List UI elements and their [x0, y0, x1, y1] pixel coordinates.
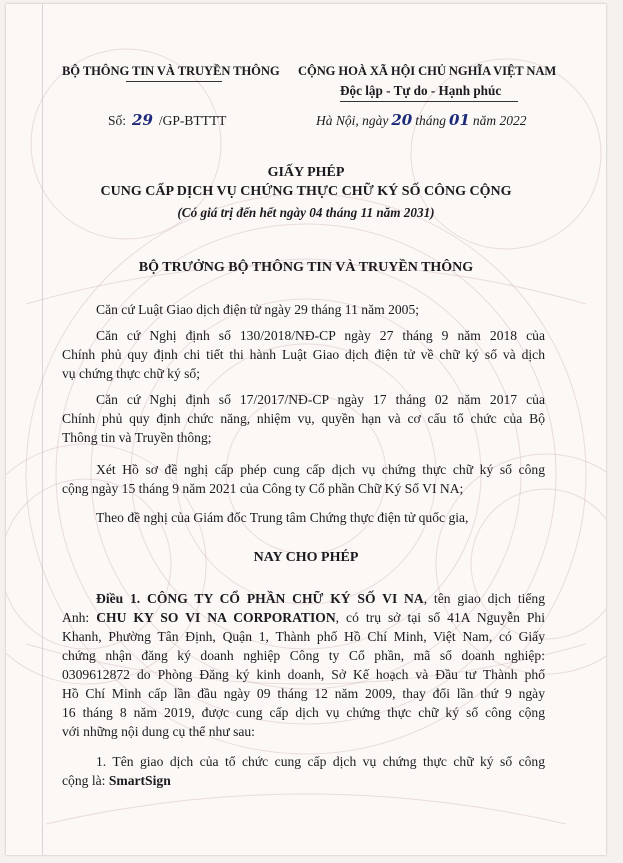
english-trade-name: CHU KY SO VI NA CORPORATION [96, 610, 336, 625]
basis-paragraph-4-line: cộng ngày 15 tháng 9 năm 2021 của Công ty Cổ phần Chữ Ký Số VI NA; [62, 481, 464, 496]
number-handwritten: 29 [132, 111, 153, 129]
number-label: Số: [108, 113, 127, 128]
article-1-text: , tên giao dịch tiếng [423, 591, 546, 606]
basis-paragraph-3-line: Chính phủ quy định chức năng, nhiệm vụ, quyền hạn và cơ cấu tổ chức của Bộ [62, 411, 545, 426]
article-1-item-1-line [62, 771, 545, 790]
article-1-line: Hồ Chí Minh cấp lần đầu ngày 09 tháng 12 năm 2009, thay đổi lần thứ 9 ngày [62, 686, 545, 701]
validity-note: (Có giá trị đến hết ngày 04 tháng 11 năm 2031) [177, 205, 435, 220]
motto-underline [340, 101, 518, 102]
date-prefix: Hà Nội, ngày [316, 113, 389, 128]
year-label: năm 2022 [472, 113, 527, 128]
article-1-text: Anh: [62, 610, 97, 625]
basis-paragraph-1: Căn cứ Luật Giao dịch điện tử ngày 29 tháng 11 năm 2005; [96, 302, 420, 317]
basis-paragraph-2-line: Căn cứ Nghị định số 130/2018/NĐ-CP ngày 27 tháng 9 năm 2018 của [96, 328, 545, 343]
country-name: CỘNG HOÀ XÃ HỘI CHỦ NGHĨA VIỆT NAM [298, 64, 557, 78]
article-1-line: Khanh, Phường Tân Định, Quận 1, Thành phố Hồ Chí Minh, Việt Nam, có Giấy [62, 629, 545, 644]
document-number [108, 111, 226, 129]
ministry-underline [126, 81, 222, 82]
basis-paragraph-3-line: Thông tin và Truyền thông; [62, 430, 212, 445]
article-1-line: chứng nhận đăng ký doanh nghiệp Công ty Cổ phần, mã số doanh nghiệp: [62, 648, 545, 663]
authority-heading: BỘ TRƯỞNG BỘ THÔNG TIN VÀ TRUYỀN THÔNG [138, 260, 474, 275]
national-motto: Độc lập - Tự do - Hạnh phúc [340, 83, 502, 98]
ministry-name: BỘ THÔNG TIN VÀ TRUYỀN THÔNG [62, 64, 280, 78]
document-page [6, 4, 606, 855]
date-day-handwritten: 20 [391, 111, 413, 129]
basis-paragraph-2-line: vụ chứng thực chữ ký số; [62, 366, 201, 381]
basis-paragraph-3-line: Căn cứ Nghị định số 17/2017/NĐ-CP ngày 17 tháng 02 năm 2017 của [96, 392, 545, 407]
document-subtitle: CUNG CẤP DỊCH VỤ CHỨNG THỰC CHỮ KÝ SỐ CÔNG CỘNG [100, 184, 512, 199]
permit-heading: NAY CHO PHÉP [253, 550, 359, 565]
number-suffix: /GP-BTTTT [158, 113, 227, 128]
article-1-line [62, 608, 545, 627]
basis-paragraph-5: Theo đề nghị của Giám đốc Trung tâm Chứng thực điện tử quốc gia, [96, 510, 469, 525]
article-1-item-1-line: 1. Tên giao dịch của tổ chức cung cấp dịch vụ chứng thực chữ ký số công [96, 754, 545, 769]
article-1-text: , có trụ sở tại số 41A Nguyễn Phi [335, 610, 545, 625]
document-title: GIẤY PHÉP [267, 165, 345, 180]
month-label: tháng [415, 113, 447, 128]
basis-paragraph-2-line: Chính phủ quy định chi tiết thi hành Luật Giao dịch điện tử về chữ ký số và dịch [62, 347, 545, 362]
place-date [316, 111, 527, 129]
article-1-line: 0309612872 do Phòng Đăng ký kinh doanh, Sở Kế hoạch và Đầu tư Thành phố [62, 667, 545, 682]
trade-name-smartsign: SmartSign [108, 773, 171, 788]
article-1-line: với những nội dung cụ thể như sau: [62, 724, 255, 739]
date-month-handwritten: 01 [449, 111, 470, 129]
article-1-label: Điều 1. CÔNG TY CỔ PHẦN CHỮ KÝ SỐ VI NA [96, 591, 424, 606]
article-1-line: 16 tháng 8 năm 2019, được cung cấp dịch vụ chứng thực chữ ký số công cộng [62, 705, 545, 720]
basis-paragraph-4-line: Xét Hồ sơ đề nghị cấp phép cung cấp dịch vụ chứng thực chữ ký số công [96, 462, 545, 477]
article-1-line [96, 589, 545, 608]
article-1-text: cộng là: [62, 773, 109, 788]
